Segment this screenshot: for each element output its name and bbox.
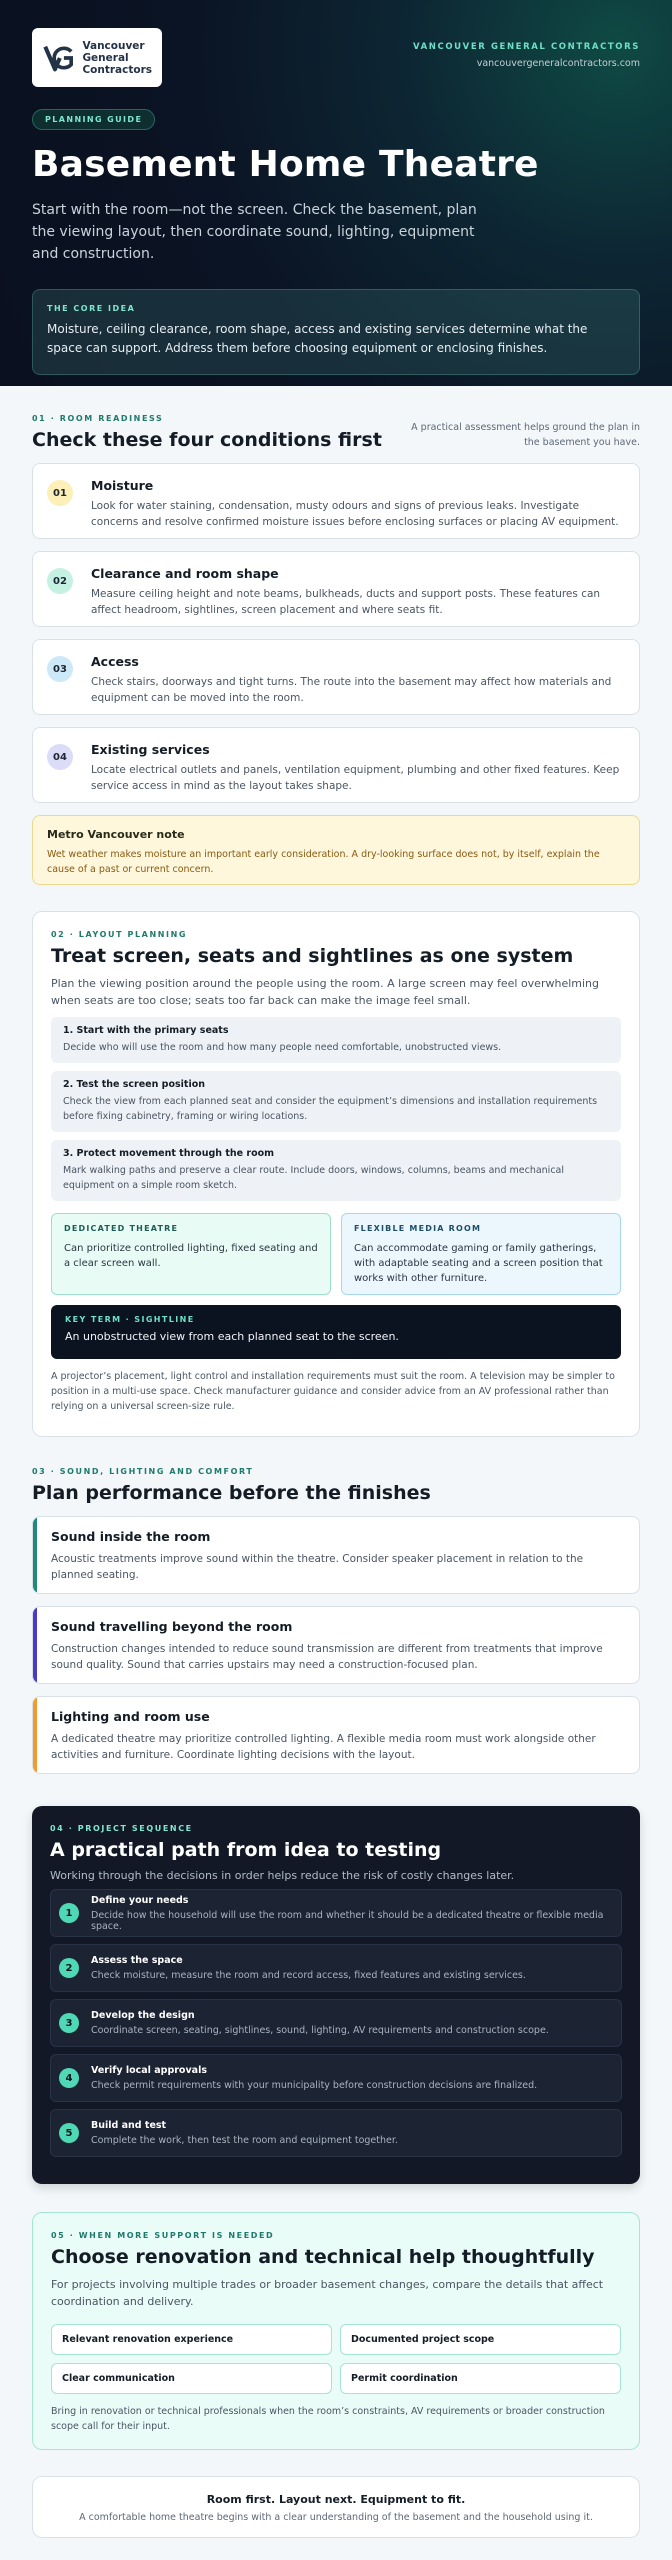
criteria-item: Relevant renovation experience	[51, 2324, 332, 2355]
website-link[interactable]: vancouvergeneralcontractors.com	[476, 58, 640, 69]
layout-step	[51, 1071, 621, 1132]
condition-number: 04	[47, 744, 73, 770]
step-text: Check the view from each planned seat and consider the equipment’s dimensions and installation requirements before fixing cabinetry, framing or wiring locations.	[63, 1096, 598, 1122]
project-sequence-card	[32, 1806, 640, 2184]
room-readiness-section	[0, 386, 672, 885]
condition-title: Existing services	[91, 742, 210, 757]
section-title: Plan performance before the finishes	[32, 1482, 431, 1504]
step-title: Assess the space	[91, 1955, 183, 1966]
criteria-item: Permit coordination	[340, 2363, 621, 2394]
section-aside: A practical assessment helps ground the plan in the basement you have.	[411, 422, 640, 448]
section-title: Check these four conditions first	[32, 429, 382, 451]
footer-title: Room first. Layout next. Equipment to fit.	[206, 2493, 466, 2506]
step-number: 1	[59, 1903, 79, 1923]
step-number: 2	[59, 1958, 79, 1978]
condition-text: Look for water staining, condensation, musty odours and signs of previous leaks. Investigate concerns and resolve confirmed moisture issues before enclosing surfaces or placing AV equipment.	[91, 500, 619, 528]
criteria-item: Clear communication	[51, 2363, 332, 2394]
condition-card	[32, 463, 640, 539]
section-title: Choose renovation and technical help thoughtfully	[51, 2246, 595, 2268]
step-title: Define your needs	[91, 1894, 189, 1906]
note-title: Metro Vancouver note	[47, 828, 185, 841]
regional-note	[32, 815, 640, 885]
guide-badge: PLANNING GUIDE	[32, 109, 155, 130]
option-label: DEDICATED THEATRE	[64, 1224, 179, 1233]
section-eyebrow: 03 · SOUND, LIGHTING AND COMFORT	[32, 1467, 254, 1476]
step-text: Decide who will use the room and how many people need comfortable, unobstructed views.	[63, 1042, 502, 1053]
layout-step	[51, 1140, 621, 1201]
step-title: Verify local approvals	[91, 2065, 207, 2076]
condition-card	[32, 551, 640, 627]
step-number: 4	[59, 2068, 79, 2088]
step-text: Coordinate screen, seating, sightlines, sound, lighting, AV requirements and construction scope.	[91, 2025, 549, 2036]
logo-mark-icon	[42, 39, 74, 77]
key-term-text: An unobstructed view from each planned seat to the screen.	[65, 1330, 399, 1343]
core-idea-text: Moisture, ceiling clearance, room shape, access and existing services determine what the space can support. Address them before choosing equipment or enclosing finishes.	[47, 322, 588, 355]
step-text: Mark walking paths and preserve a clear route. Include doors, windows, columns, beams and mechanical equipment on a simple room sketch.	[63, 1165, 565, 1191]
room-type-options	[51, 1213, 621, 1295]
step-text: Check moisture, measure the room and record access, fixed features and existing services.	[91, 1970, 526, 1981]
condition-text: Measure ceiling height and note beams, bulkheads, ducts and support posts. These features can affect headroom, sightlines, screen placement and where seats fit.	[91, 588, 601, 616]
brand-block	[413, 42, 640, 69]
option-label: FLEXIBLE MEDIA ROOM	[354, 1224, 482, 1233]
condition-number: 01	[47, 480, 73, 506]
step-number: 3	[59, 2013, 79, 2033]
company-logo[interactable]	[32, 28, 162, 87]
section-title: Treat screen, seats and sightlines as one system	[51, 945, 574, 967]
section-footnote: Bring in renovation or technical professionals when the room’s constraints, AV requirements or broader construction scope call for their input.	[51, 2406, 605, 2432]
section-lead: For projects involving multiple trades or broader basement changes, compare the details that affect coordination and delivery.	[51, 2278, 604, 2308]
sound-lighting-section	[0, 1437, 672, 1774]
step-title: 1. Start with the primary seats	[63, 1025, 229, 1036]
footer-text: A comfortable home theatre begins with a clear understanding of the basement and the household using it.	[79, 2512, 593, 2523]
step-title: 3. Protect movement through the room	[63, 1148, 275, 1159]
step-text: Decide how the household will use the room and whether it should be a dedicated theatre or flexible media space.	[91, 1909, 604, 1932]
condition-card	[32, 727, 640, 803]
condition-title: Moisture	[91, 478, 154, 493]
section-eyebrow: 04 · PROJECT SEQUENCE	[50, 1824, 193, 1833]
section-eyebrow: 05 · WHEN MORE SUPPORT IS NEEDED	[51, 2231, 275, 2240]
condition-title: Access	[91, 654, 139, 669]
section-title: A practical path from idea to testing	[50, 1839, 442, 1861]
key-term-callout	[51, 1305, 621, 1359]
brand-name: VANCOUVER GENERAL CONTRACTORS	[413, 42, 640, 52]
performance-card	[32, 1516, 640, 1594]
dedicated-theatre-option	[51, 1213, 331, 1295]
sequence-step	[50, 2109, 622, 2157]
hero-lead: Start with the room—not the screen. Check the basement, plan the viewing layout, then coordinate sound, lighting, equipment and construction.	[32, 202, 477, 262]
step-text: Check permit requirements with your municipality before construction decisions are finalized.	[91, 2080, 538, 2091]
note-text: Wet weather makes moisture an important early consideration. A dry-looking surface does not, by itself, explain the cause of a past or current concern.	[47, 849, 600, 875]
hero-banner	[0, 0, 672, 386]
performance-title: Sound travelling beyond the room	[51, 1619, 293, 1634]
performance-card	[32, 1696, 640, 1774]
layout-planning-card	[32, 911, 640, 1437]
performance-title: Sound inside the room	[51, 1529, 211, 1544]
section-lead: Working through the decisions in order helps reduce the risk of costly changes later.	[50, 1869, 515, 1882]
section-lead: Plan the viewing position around the people using the room. A large screen may feel overwhelming when seats are too close; seats too far back can make the image feel small.	[51, 977, 599, 1007]
performance-title: Lighting and room use	[51, 1709, 210, 1724]
condition-card	[32, 639, 640, 715]
core-idea-label: THE CORE IDEA	[47, 304, 136, 313]
section-footnote: A projector’s placement, light control and installation requirements must suit the room. A television may be simpler to position in a multi-use space. Check manufacturer guidance and consider advice from an AV professional rather than relying on a universal screen-size rule.	[51, 1371, 615, 1412]
sequence-step	[50, 1889, 622, 1937]
performance-text: A dedicated theatre may prioritize controlled lighting. A flexible media room must work alongside other activities and furniture. Coordinate lighting decisions with the layout.	[51, 1733, 596, 1761]
condition-number: 02	[47, 568, 73, 594]
section-eyebrow: 02 · LAYOUT PLANNING	[51, 930, 188, 939]
summary-footer	[32, 2476, 640, 2538]
step-title: Develop the design	[91, 2010, 195, 2021]
performance-text: Construction changes intended to reduce sound transmission are different from treatments that improve sound quality. Sound that carries upstairs may need a construction-focused plan.	[51, 1643, 603, 1671]
step-title: 2. Test the screen position	[63, 1079, 205, 1090]
section-eyebrow: 01 · ROOM READINESS	[32, 414, 164, 423]
flexible-media-option	[341, 1213, 621, 1295]
step-title: Build and test	[91, 2120, 167, 2131]
condition-number: 03	[47, 656, 73, 682]
option-text: Can accommodate gaming or family gatherings, with adaptable seating and a screen position that works with other furniture.	[354, 1243, 603, 1284]
logo-wordmark: Vancouver General Contractors	[82, 39, 152, 76]
performance-card	[32, 1606, 640, 1684]
layout-step	[51, 1017, 621, 1063]
page-title: Basement Home Theatre	[32, 144, 539, 185]
sequence-step	[50, 2054, 622, 2102]
sequence-step	[50, 1999, 622, 2047]
sequence-step	[50, 1944, 622, 1992]
support-card	[32, 2212, 640, 2450]
condition-title: Clearance and room shape	[91, 566, 279, 581]
condition-text: Locate electrical outlets and panels, ventilation equipment, plumbing and other fixed features. Keep service access in mind as the layout takes shape.	[91, 764, 620, 792]
key-term-label: KEY TERM · SIGHTLINE	[65, 1315, 195, 1324]
step-number: 5	[59, 2123, 79, 2143]
performance-text: Acoustic treatments improve sound within the theatre. Consider speaker placement in relation to the planned seating.	[51, 1553, 584, 1581]
option-text: Can prioritize controlled lighting, fixed seating and a clear screen wall.	[64, 1243, 318, 1269]
criteria-grid	[51, 2324, 621, 2394]
core-idea-callout	[32, 289, 640, 375]
step-text: Complete the work, then test the room and equipment together.	[91, 2135, 398, 2146]
criteria-item: Documented project scope	[340, 2324, 621, 2355]
condition-text: Check stairs, doorways and tight turns. The route into the basement may affect how materials and equipment can be moved into the room.	[91, 676, 612, 704]
